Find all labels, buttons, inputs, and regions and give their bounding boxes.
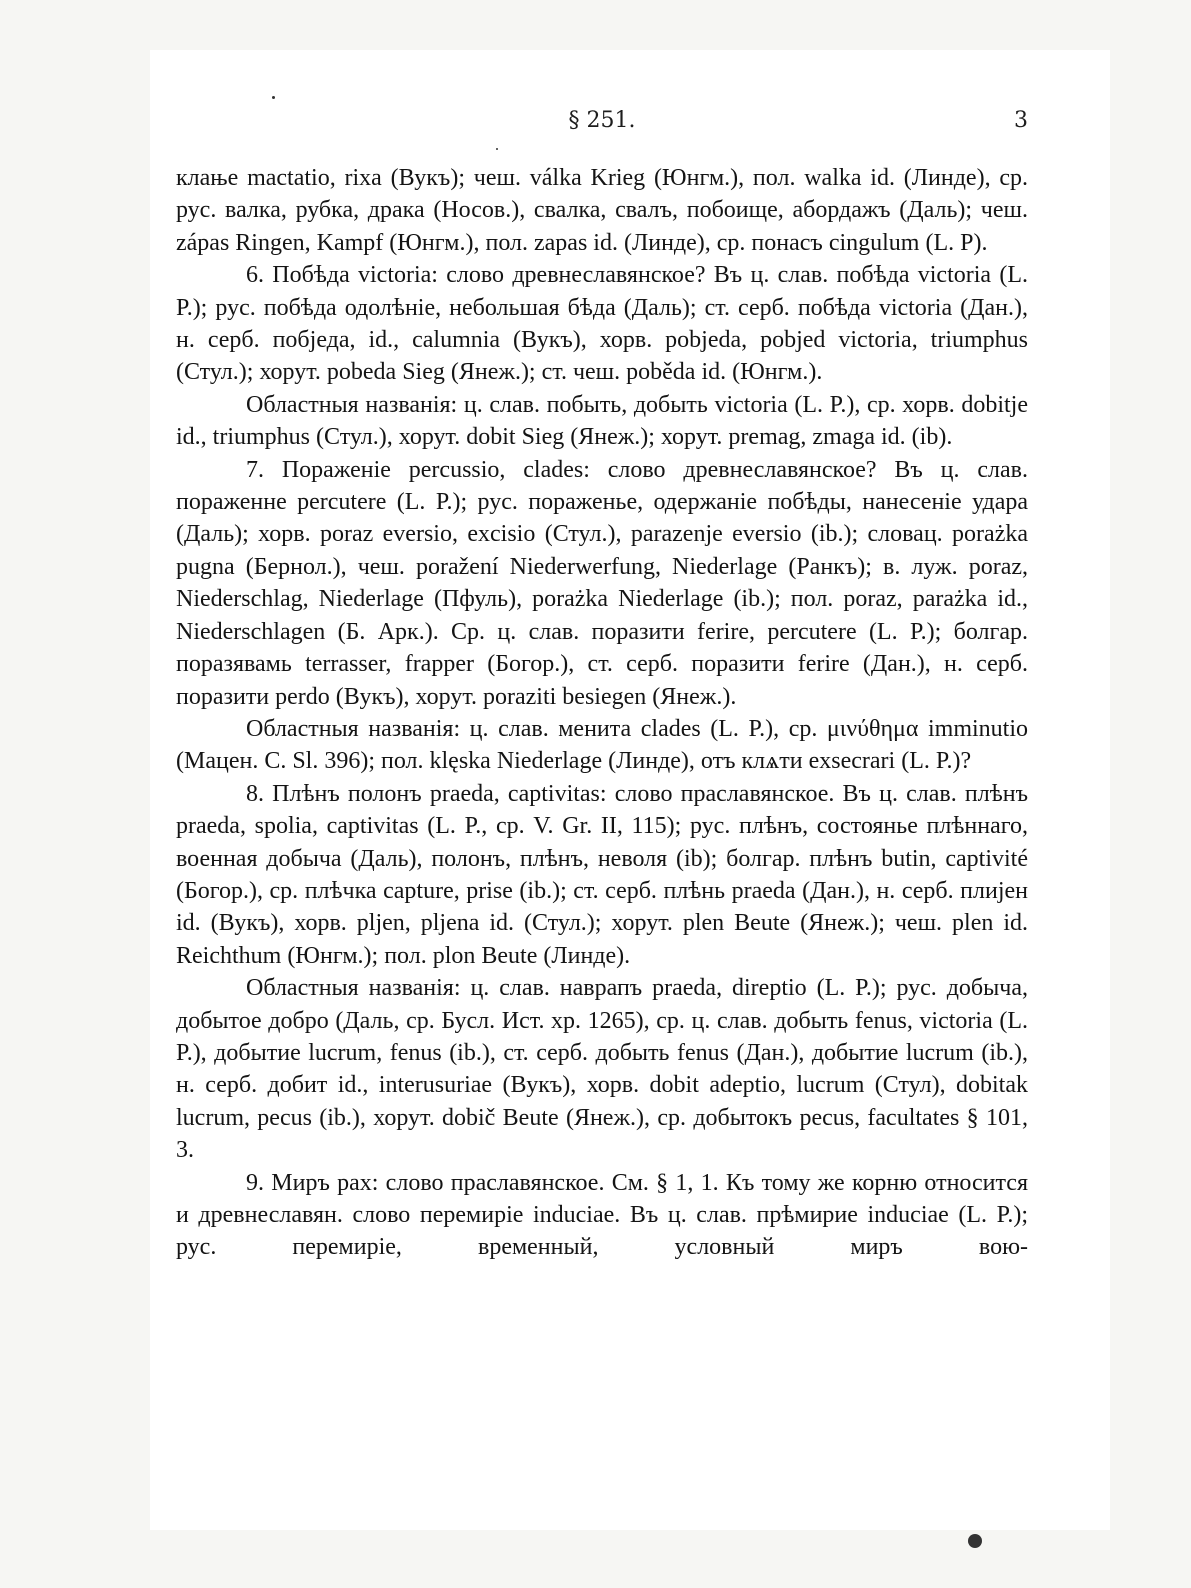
paragraph-7-porazhenie: 7. Пораженіе percussio, clades: слово древнеславянское? Въ ц. слав. пораженне percutere (L. P.); рус. пораженье, одержаніе побѣды, нанесеніе удара (Даль); хорв. poraz eversio, excisio (Стул.), parazenje eversio (ib.); словац. porażka pugna (Бернол.), чеш. poražení Niederwerfung, Niederlage (Ранкъ); в. луж. poraz, Niederschlag, Niederlage (Пфуль), porażka Niederlage (ib.); пол. poraz, parażka id., Niederschlagen (Б. Арк.). Ср. ц. слав. поразити ferire, percutere (L. P.); болгар. поразявамь terrasser, frapper (Богор.), ст. серб. поразити ferire (Дан.), н. серб. поразити perdo (Вукъ), хорут. poraziti besiegen (Янеж.). bbox=[176, 456, 1028, 710]
scan-speck bbox=[272, 96, 275, 99]
scan-speck bbox=[968, 1534, 982, 1548]
paragraph-7-regional: Областныя названія: ц. слав. менита clades (L. P.), ср. μινύθημα imminutio (Мацен. C. Sl. 396); пол. klęska Niederlage (Линде), отъ клѧти exsecrari (L. P.)? bbox=[176, 715, 1028, 775]
page-number: 3 bbox=[1014, 108, 1028, 133]
running-header bbox=[176, 108, 1028, 148]
paragraph-8-plen: 8. Плѣнъ полонъ praeda, captivitas: слово праславянское. Въ ц. слав. плѣнъ praeda, spolia, captivitas (L. P., ср. V. Gr. II, 115); рус. плѣнъ, состоянье плѣннаго, военная добыча (Даль), полонъ, плѣнъ, неволя (ib); болгар. плѣнъ butin, captivité (Богор.), ср. плѣчка capture, prise (ib.); ст. серб. плѣнь praeda (Дан.), н. серб. плијен id. (Вукъ), хорв. pljen, pljena id. (Стул.); хорут. plen Beute (Янеж.); чеш. plen id. Reichthum (Юнгм.); пол. plon Beute (Линде). bbox=[176, 780, 1029, 969]
paragraph-6-pobeda: 6. Побѣда victoria: слово древнеславянское? Въ ц. слав. побѣда victoria (L. P.); рус. побѣда одолѣніе, небольшая бѣда (Даль); ст. серб. побѣда victoria (Дан.), н. серб. побједа, id., calumnia (Вукъ), хорв. pobjeda, pobjed victoria, triumphus (Стул.); хорут. pobeda Sieg (Янеж.); ст. чеш. poběda id. (Юнгм.). bbox=[176, 262, 1028, 386]
paragraph-9-mir: 9. Миръ pax: слово праславянское. См. § 1, 1. Къ тому же корню относится и древнеславян. слово перемиріе induciae. Въ ц. слав. прѣмирие induciae (L. P.); рус. перемиріе, временный, условный миръ вою- bbox=[176, 1169, 1028, 1261]
paragraph-continued: клање mactatio, rixa (Вукъ); чеш. válka Krieg (Юнгм.), пол. walka id. (Линде), ср. рус. валка, рубка, драка (Носов.), свалка, свалъ, побоище, абордажъ (Даль); чеш. zápas Ringen, Kampf (Юнгм.), пол. zapas id. (Линде), ср. понасъ cingulum (L. P). bbox=[176, 165, 1028, 256]
scan-speck bbox=[496, 148, 498, 150]
paragraph-8-regional: Областныя названія: ц. слав. наврапъ praeda, direptio (L. P.); рус. добыча, добытое добро (Даль, ср. Бусл. Ист. хр. 1265), ср. ц. слав. добыть fenus, victoria (L. P.), добытие lucrum, fenus (ib.), ст. серб. добыть fenus (Дан.), добытие lucrum (ib.), н. серб. добит id., interusuriae (Вукъ), хорв. dobit adeptio, lucrum (Стул), dobitak lucrum, pecus (ib.), хорут. dobič Beute (Янеж.), ср. добытокъ pecus, facultates § 101, 3. bbox=[176, 975, 1028, 1164]
body-text bbox=[176, 162, 1028, 1264]
paragraph-6-regional: Областныя названія: ц. слав. побыть, добыть victoria (L. P.), ср. хорв. dobitje id., triumphus (Стул.), хорут. dobit Sieg (Янеж.); хорут. premag, zmaga id. (ib). bbox=[176, 391, 1028, 451]
section-number: § 251. bbox=[568, 108, 636, 133]
